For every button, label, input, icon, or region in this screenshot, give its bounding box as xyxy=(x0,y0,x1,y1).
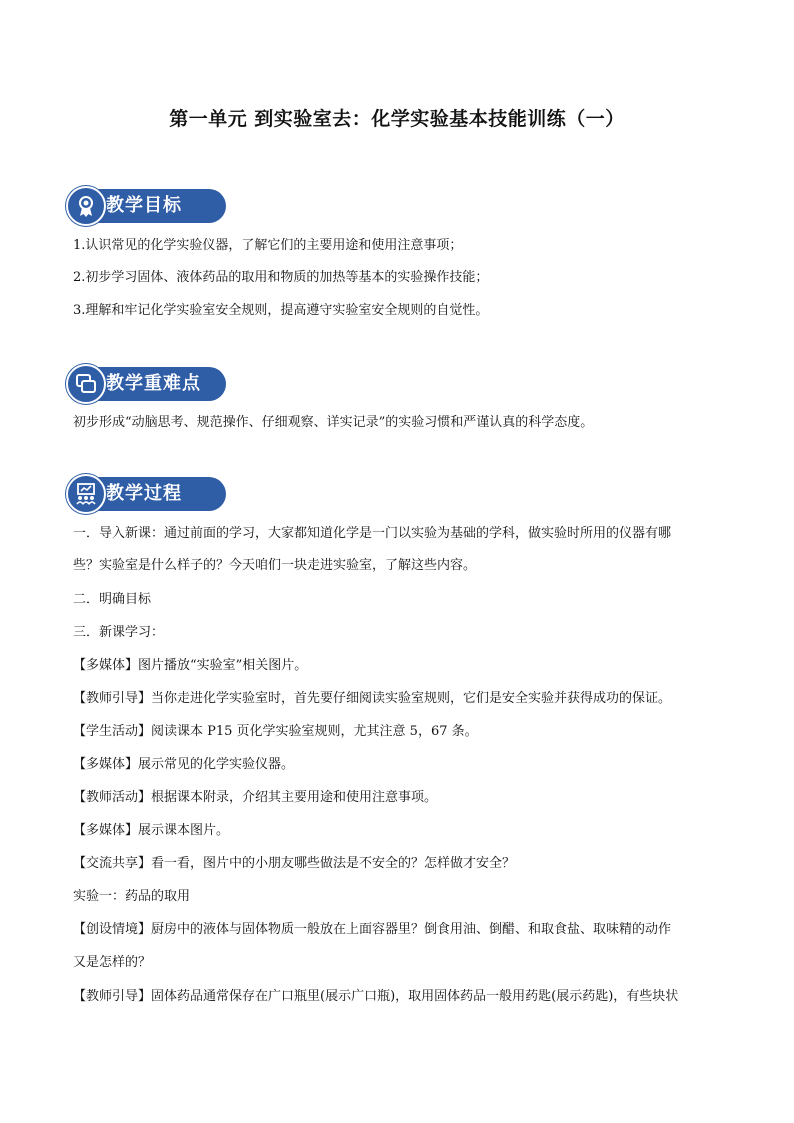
process-line-11: 【交流共享】看一看，图片中的小朋友哪些做法是不安全的？怎样做才安全？ xyxy=(73,856,516,871)
goal-line-1: 1.认识常见的化学实验仪器，了解它们的主要用途和使用注意事项； xyxy=(73,238,463,253)
process-line-8: 【多媒体】展示常见的化学实验仪器。 xyxy=(73,757,295,772)
process-line-4: 三．新课学习： xyxy=(73,625,165,640)
section-heading-goals: 教学目标 xyxy=(106,195,182,216)
process-line-7: 【学生活动】阅读课本 P15 页化学实验室规则，尤其注意 5，67 条。 xyxy=(73,724,478,739)
section-header-key-points xyxy=(66,364,228,404)
award-ribbon-icon xyxy=(66,186,106,226)
page-title: 第一单元 到实验室去：化学实验基本技能训练（一） xyxy=(169,108,625,130)
process-line-6: 【教师引导】当你走进化学实验室时，首先要仔细阅读实验室规则，它们是安全实验并获得成功的保证。 xyxy=(73,691,672,706)
process-line-2: 些？实验室是什么样子的？今天咱们一块走进实验室，了解这些内容。 xyxy=(73,558,477,573)
classroom-presentation-icon xyxy=(66,474,106,514)
key-point-line-1: 初步形成“动脑思考、规范操作、仔细观察、详实记录”的实验习惯和严谨认真的科学态度。 xyxy=(73,415,594,430)
process-line-3: 二．明确目标 xyxy=(73,592,152,607)
section-heading-process: 教学过程 xyxy=(106,483,182,504)
process-line-5: 【多媒体】图片播放“实验室”相关图片。 xyxy=(73,658,308,673)
section-heading-key-points: 教学重难点 xyxy=(106,373,201,394)
process-line-15: 【教师引导】固体药品通常保存在广口瓶里(展示广口瓶)，取用固体药品一般用药匙(展示药匙)，有些块状 xyxy=(73,989,679,1004)
goal-line-2: 2.初步学习固体、液体药品的取用和物质的加热等基本的实验操作技能； xyxy=(73,270,489,285)
process-line-10: 【多媒体】展示课本图片。 xyxy=(73,823,230,838)
section-header-goals xyxy=(66,186,228,226)
process-line-14: 又是怎样的？ xyxy=(73,955,152,970)
process-line-1: 一．导入新课：通过前面的学习，大家都知道化学是一门以实验为基础的学科，做实验时所用的仪器有哪 xyxy=(73,526,672,541)
process-line-13: 【创设情境】厨房中的液体与固体物质一般放在上面容器里？倒食用油、倒醋、和取食盐、取味精的动作 xyxy=(73,922,672,937)
goal-line-3: 3.理解和牢记化学实验室安全规则，提高遵守实验室安全规则的自觉性。 xyxy=(73,303,489,318)
section-header-process xyxy=(66,474,228,514)
process-line-9: 【教师活动】根据课本附录，介绍其主要用途和使用注意事项。 xyxy=(73,790,438,805)
process-line-12: 实验一：药品的取用 xyxy=(73,889,191,904)
stacked-cards-icon xyxy=(66,364,106,404)
